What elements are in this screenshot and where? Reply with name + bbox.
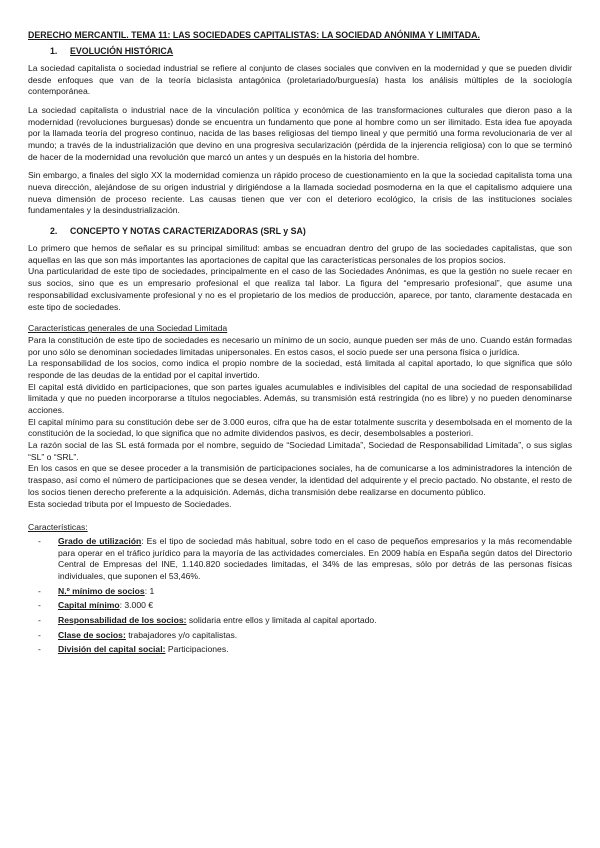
list-item	[38, 615, 572, 627]
item-text: : Es el tipo de sociedad más habitual, sobre todo en el caso de pequeños empresarios y la más recomendable para operar en el tráfico jurídico para la mayoría de las actividades comerciales. En 2009 había en España según datos del Directorio Central de Empresas del INE, 1.140.820 sociedades limitadas, el 34% de las empresas, sólo por detrás de las personas físicas individuales, que suponen el 53,46%.	[58, 535, 572, 581]
paragraph: Para la constitución de este tipo de sociedades es necesario un mínimo de un socio, aunque pueden ser más de uno. Cuando están formadas por uno sólo se denominan sociedades limitadas unipersonales. En estos casos, el socio puede ser una persona física o jurídica.	[28, 334, 572, 357]
characteristics-heading: Características:	[28, 522, 88, 533]
paragraph: La sociedad capitalista o sociedad industrial se refiere al conjunto de clases sociales que conviven en la modernidad y que se pueden dividir desde enfoques que van de la teoría biclasista antagónica (proletariado/burguesía) hasta los análisis múltiples de la sociología contemporánea.	[28, 62, 572, 97]
item-text: Participaciones.	[165, 644, 229, 655]
item-text: : 1	[144, 585, 155, 596]
paragraph: Una particularidad de este tipo de sociedades, principalmente en el caso de las Sociedades Anónimas, es que la gestión no suele recaer en sus socios, sino que es un empresario profesional el que realiza tal labor. La figura del “empresario profesional”, que asume una responsabilidad exclusivamente profesional y no es el propietario de los medios de producción, aparece, por tanto, claramente destacada en este tipo de sociedades.	[28, 266, 572, 312]
list-bullet: -	[38, 600, 41, 611]
paragraph: Sin embargo, a finales del siglo XX la modernidad comienza un rápido proceso de cuestionamiento en la que la sociedad capitalista toma una nueva dirección, alejándose de su origen industrial y dirigiéndose a la llamada sociedad posmoderna en la que el capitalismo adquiere una nueva dimensión de proceso reciente. Las causas tienen que ver con el deterioro ecológico, la crisis de las instituciones sociales fundamentales y la desindustrialización.	[28, 170, 572, 216]
item-label: Capital mínimo	[58, 600, 120, 611]
list-bullet: -	[38, 629, 41, 640]
paragraph: La sociedad capitalista o industrial nace de la vinculación política y económica de las transformaciones culturales que dieron paso a la modernidad (revoluciones burguesas) donde se encuentra un fundamento que pone al hombre como un ser ilimitado. Esta idea fue apoyada por la llamada teoría del progreso continuo, nacida de las bases religiosas del tiempo lineal y que permitió una forma revolucionaria de ver al mundo; a través de la industrialización que devino en una progresiva secularización (pérdida de la injerencia religiosa) con lo que se terminó de hacer de la modernidad una revolución que marcó un antes y un después en la historia del hombre.	[28, 104, 572, 162]
paragraph: La responsabilidad de los socios, como indica el propio nombre de la sociedad, está limitada al capital aportado, lo que significa que sólo responde de las deudas de la entidad por el capital invertido.	[28, 358, 572, 380]
list-item	[38, 586, 572, 598]
item-text: : 3.000 €	[119, 600, 154, 611]
item-text: solidaria entre ellos y limitada al capital aportado.	[186, 615, 377, 626]
list-bullet: -	[38, 535, 41, 546]
section-2-title: CONCEPTO Y NOTAS CARACTERIZADORAS (SRL y SA)	[70, 226, 306, 237]
list-item	[38, 630, 572, 642]
section-1-heading	[50, 46, 572, 58]
list-bullet: -	[38, 644, 41, 655]
item-text: trabajadores y/o capitalistas.	[125, 629, 238, 640]
characteristics-list	[28, 536, 572, 656]
paragraph: Esta sociedad tributa por el Impuesto de Sociedades.	[28, 498, 232, 509]
list-item	[38, 536, 572, 583]
sl-general-heading: Características generales de una Sociedad Limitada	[28, 323, 228, 334]
paragraph: En los casos en que se desee proceder a la transmisión de participaciones sociales, ha de comunicarse a los administradores la intención de traspaso, así como el número de participaciones que se desea vender, la identidad del adquirente y el precio pactado. No obstante, el resto de los socios tienen derecho preferente a la adquisición. Además, dicha transmisión debe realizarse en documento público.	[28, 463, 572, 497]
paragraph: El capital mínimo para su constitución debe ser de 3.000 euros, cifra que ha de estar totalmente suscrita y desembolsada en el momento de la constitución de la sociedad, lo que significa que no admite dividendos pasivos, es decir, desembolsables a posteriori.	[28, 416, 572, 439]
list-item	[38, 644, 572, 656]
paragraph: La razón social de las SL está formada por el nombre, seguido de “Sociedad Limitada”, Sociedad de Responsabilidad Limitada”, o sus siglas “SL” o “SRL”.	[28, 440, 572, 462]
section-2-heading	[50, 226, 572, 238]
paragraph: El capital está dividido en participaciones, que son partes iguales acumulables e indivisibles del capital de una sociedad de responsabilidad limitada y que no pueden incorporarse a títulos negociables. Además, su transmisión está restringida (no es libre) y no pueden denominarse acciones.	[28, 381, 572, 416]
document-title: DERECHO MERCANTIL. TEMA 11: LAS SOCIEDADES CAPITALISTAS: LA SOCIEDAD ANÓNIMA Y LIMITADA.	[28, 30, 480, 40]
item-label: N.º mínimo de socios	[58, 585, 145, 596]
list-bullet: -	[38, 615, 41, 626]
item-label: Responsabilidad de los socios:	[58, 615, 187, 626]
list-item	[38, 600, 572, 612]
section-2-number: 2.	[50, 226, 58, 237]
list-bullet: -	[38, 585, 41, 596]
section-1-number: 1.	[50, 45, 58, 56]
item-label: División del capital social:	[58, 644, 166, 655]
section-1-title: EVOLUCIÓN HISTÓRICA	[70, 45, 174, 56]
item-label: Clase de socios:	[58, 629, 126, 640]
paragraph: Lo primero que hemos de señalar es su principal similitud: ambas se encuadran dentro del grupo de las sociedades capitalistas, que son aquellas en las que son más importantes las aportaciones de capital que las características personales de los propios socios.	[28, 243, 572, 265]
item-label: Grado de utilización	[58, 535, 142, 546]
